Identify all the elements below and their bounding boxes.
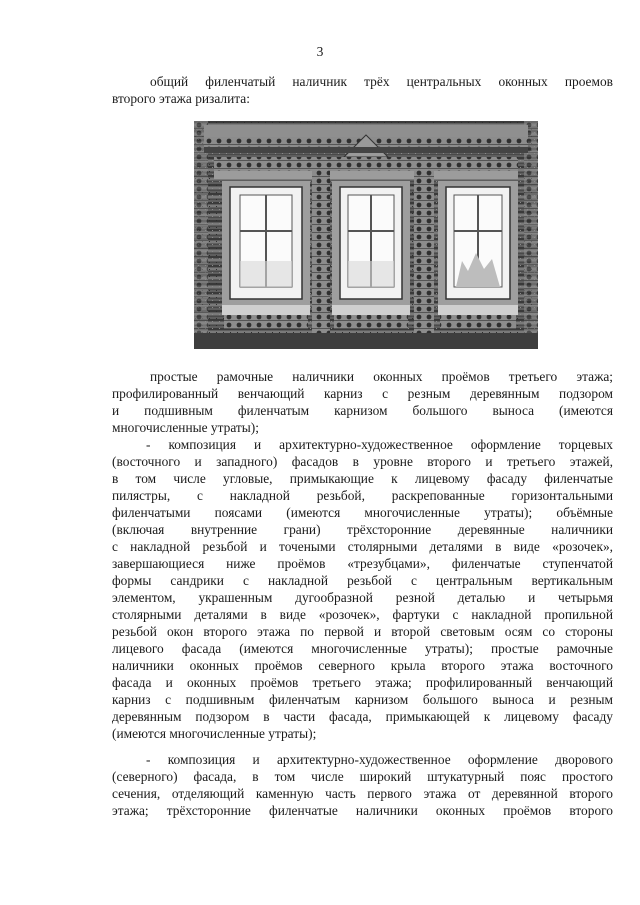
text-line: пилястры, с накладной резьбой, раскрепованные горизонтальными xyxy=(112,488,613,503)
text-line: столярными деталями в виде «розочек», фартуки с накладной пропильной xyxy=(112,607,613,622)
window-frames-photo xyxy=(194,121,538,349)
text-line: фасада и оконных проёмов третьего этажа; профилированный венчающий xyxy=(112,675,613,690)
text-line: профилированный венчающий карниз с резным деревянным подзором xyxy=(112,386,613,401)
text-line: лицевого фасада (имеются многочисленные утраты); простые рамочные xyxy=(112,641,613,656)
text-line: этажа; трёхсторонние филенчатые наличники оконных проёмов второго xyxy=(112,803,613,818)
text-line: резьбой окон второго этажа по первой и второй световым осям со стороны xyxy=(112,624,613,639)
text-line: филенчатыми поясами (имеются многочисленные утраты); объёмные xyxy=(112,505,613,520)
text-line: формы сандрики с накладной резьбой с центральным вертикальным xyxy=(112,573,613,588)
text-line: элементом, украшенным дугообразной резной деталью и четырьмя xyxy=(112,590,613,605)
page-number: 3 xyxy=(316,44,324,59)
text-line: (северного) фасада, в том числе широкий штукатурный пояс простого xyxy=(112,769,613,784)
text-line: завершающиеся ниже проёмов «трезубцами», филенчатые ступенчатой xyxy=(112,556,613,571)
text-line: в том числе угловые, примыкающие к лицевому фасаду филенчатые xyxy=(112,471,613,486)
text-line: и подшивным филенчатым карнизом большого выноса (имеются xyxy=(112,403,613,418)
text-line: простые рамочные наличники оконных проёмов третьего этажа; xyxy=(150,369,613,384)
text-line: - композиция и архитектурно-художественное оформление дворового xyxy=(146,752,613,767)
text-line: с накладной резьбой и точеными столярными деталями в виде «розочек», xyxy=(112,539,613,554)
text-line: (включая внутренние грани) трёхсторонние деревянные наличники xyxy=(112,522,613,537)
text-line: (имеются многочисленные утраты); xyxy=(112,726,317,741)
text-line: наличники оконных проёмов северного крыла второго этажа восточного xyxy=(112,658,613,673)
text-line: сечения, отделяющий каменную часть первого этажа от деревянной второго xyxy=(112,786,613,801)
text-line: карниз с подшивным филенчатым карнизом большого выноса и резным xyxy=(112,692,613,707)
text-line: (восточного и западного) фасадов в уровне второго и третьего этажей, xyxy=(112,454,613,469)
text-line: - композиция и архитектурно-художественное оформление торцевых xyxy=(146,437,613,452)
text-line: второго этажа ризалита: xyxy=(112,91,250,106)
text-line: общий филенчатый наличник трёх центральных оконных проемов xyxy=(150,74,613,89)
text-line: многочисленные утраты); xyxy=(112,420,259,435)
text-line: деревянным подзором в части фасада, примыкающей к лицевому фасаду xyxy=(112,709,613,724)
